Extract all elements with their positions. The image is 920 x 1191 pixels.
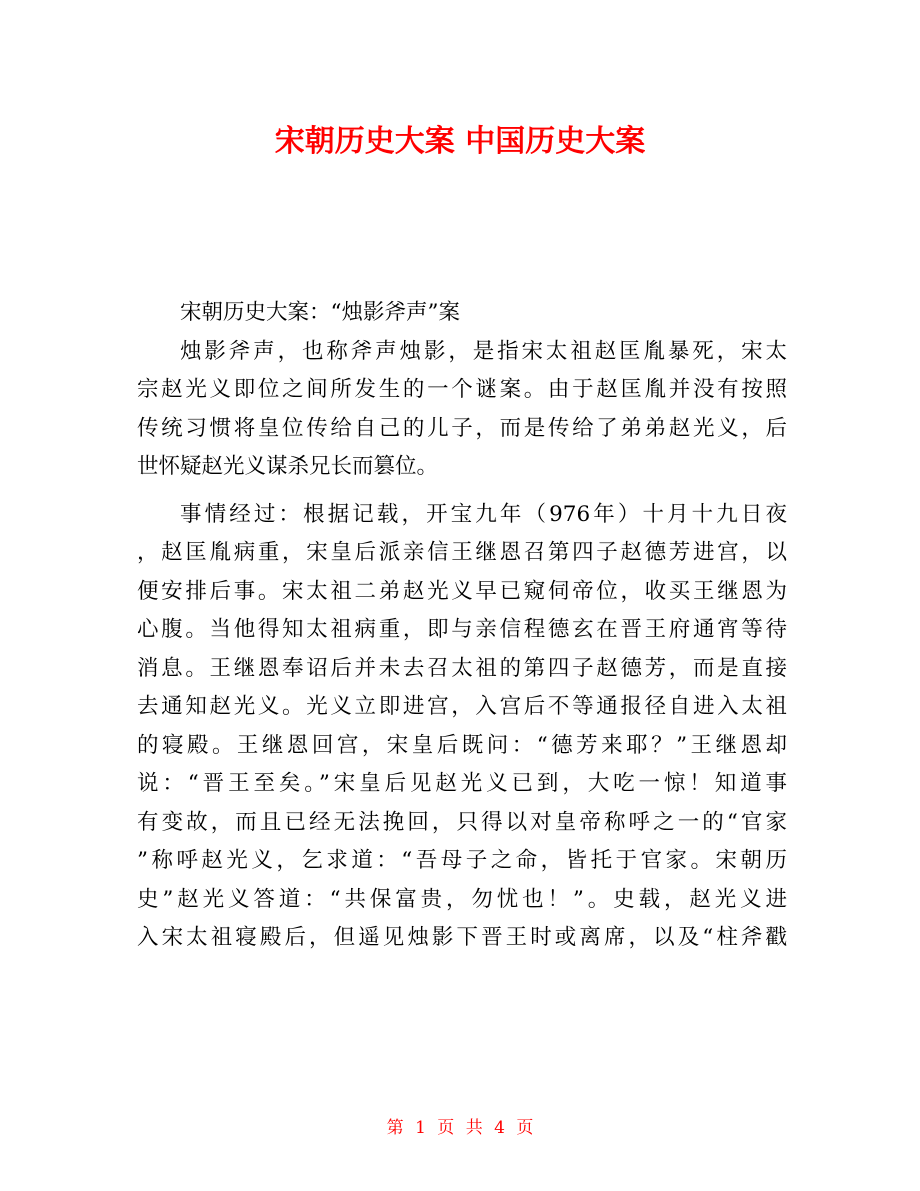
text-line: 入宋太祖寝殿后，但遥见烛影下晋王时或离席，以及“柱斧戳 xyxy=(137,925,787,950)
text-line: 消息。王继恩奉诏后并未去召太祖的第四子赵德芳，而是直接 xyxy=(137,655,787,681)
text-line: ，赵匡胤病重，宋皇后派亲信王继恩召第四子赵德芳进宫，以 xyxy=(137,540,787,565)
text-line: 的寝殿。王继恩回宫，宋皇后既问：“德芳来耶？”王继恩却 xyxy=(137,732,787,758)
text-line: 传统习惯将皇位传给自己的儿子，而是传给了弟弟赵光义，后 xyxy=(137,415,787,441)
text-line: 烛影斧声，也称斧声烛影，是指宋太祖赵匡胤暴死，宋太 xyxy=(180,338,787,364)
paragraph-gap xyxy=(137,487,787,496)
document-title: 宋朝历史大案 中国历史大案 xyxy=(274,124,646,159)
text-line: 有变故，而且已经无法挽回，只得以对皇帝称呼之一的“官家 xyxy=(137,809,787,835)
text-line: 事情经过：根据记载，开宝九年（976年）十月十九日夜 xyxy=(180,501,787,527)
text-line: 说：“晋王至矣。”宋皇后见赵光义已到，大吃一惊！知道事 xyxy=(137,771,787,796)
text-line: 去通知赵光义。光义立即进宫，入宫后不等通报径自进入太祖 xyxy=(137,694,787,719)
text-line: 史”赵光义答道：“共保富贵，勿忧也！”。史载，赵光义进 xyxy=(137,886,787,912)
text-line: ”称呼赵光义，乞求道：“吾母子之命，皆托于官家。宋朝历 xyxy=(137,848,787,873)
text-line: 便安排后事。宋太祖二弟赵光义早已窥伺帝位，收买王继恩为 xyxy=(137,578,787,604)
page-footer: 第 1 页 共 4 页 xyxy=(386,1118,534,1138)
document-body xyxy=(137,294,787,958)
text-line: 宗赵光义即位之间所发生的一个谜案。由于赵匡胤并没有按照 xyxy=(137,377,787,402)
text-line: 世怀疑赵光义谋杀兄长而篡位。 xyxy=(137,454,439,479)
text-line: 宋朝历史大案：“烛影斧声”案 xyxy=(180,300,460,325)
text-line: 心腹。当他得知太祖病重，即与亲信程德玄在晋王府通宵等待 xyxy=(137,617,787,642)
